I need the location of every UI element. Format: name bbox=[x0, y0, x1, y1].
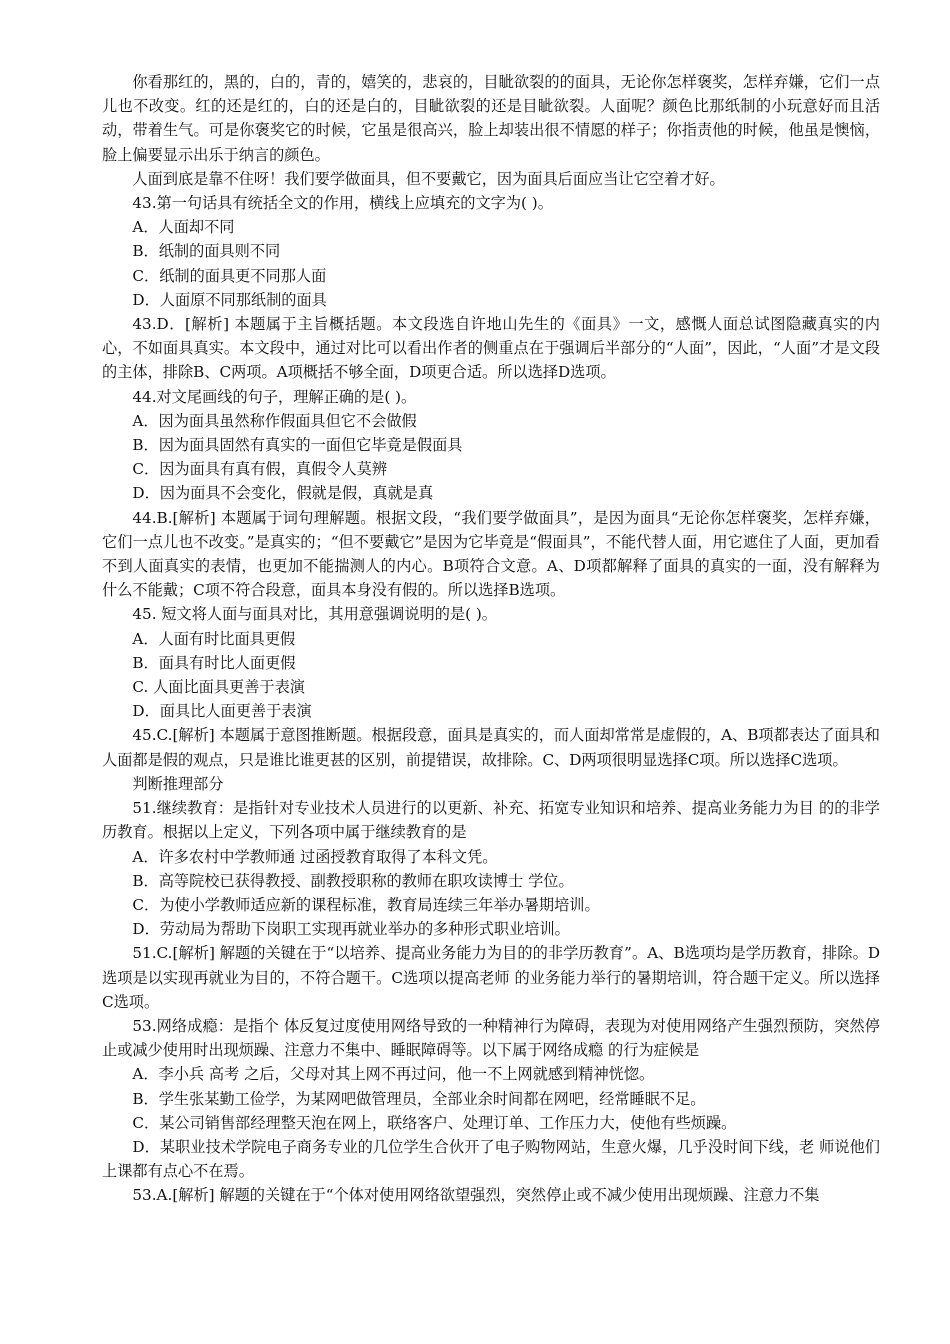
paragraph: 45.C.[解析] 本题属于意图推断题。根据段意，面具是真实的，而人面却常常是虚假的，A、B项都表达了面具和人面都是假的观点，只是谁比谁更甚的区别，前提错误，故排除。C、D两项很明显选择C项。所以选择C选项。 bbox=[102, 726, 880, 769]
paragraph: B．纸制的面具则不同 bbox=[132, 242, 281, 261]
paragraph: 53.网络成瘾：是指个 体反复过度使用网络导致的一种精神行为障碍，表现为对使用网络产生强烈预防，突然停止或减少使用时出现烦躁、注意力不集中、睡眠障碍等。以下属于网络成瘾 的行为症候是 bbox=[102, 1016, 880, 1060]
paragraph: 43.D．[解析] 本题属于主旨概括题。本文段选自许地山先生的《面具》一文，感慨人面总试图隐藏真实的内心，不如面具真实。本文段中，通过对比可以看出作者的侧重点在于强调后半部分的“人面”，因此，“人面”才是文段的主体，排除B、C两项。A项概括不够全面，D项更合适。所以选择D选项。 bbox=[102, 315, 880, 382]
paragraph: 44.对文尾画线的句子，理解正确的是( )。 bbox=[132, 387, 417, 406]
paragraph: 44.B.[解析] 本题属于词句理解题。根据文段，“我们要学做面具”，是因为面具“无论你怎样褒奖，怎样弃嫌，它们一点儿也不改变。”是真实的；“但不要戴它”是因为它毕竟是“假面具”，不能代替人面，用它遮住了人面，更加看不到人面真实的表情，也更加不能揣测人的内心。B项符合文意。A、D项都解释了面具的真实的一面，没有解释为什么不能戴；C项不符合段意，面具本身没有假的。所以选择B选项。 bbox=[102, 508, 880, 600]
paragraph: A．因为面具虽然称作假面具但它不会做假 bbox=[132, 411, 417, 430]
paragraph: C．因为面具有真有假，真假令人莫辨 bbox=[132, 460, 388, 479]
paragraph: 51.C.[解析] 解题的关键在于“以培养、提高业务能力为目的的非学历教育”。A、B选项均是学历教育，排除。D选项是以实现再就业为目的，不符合题干。C选项以提高老师 的业务能力举行的暑期培训，符合题干定义。所以选择C选项。 bbox=[102, 944, 880, 1011]
document-body bbox=[102, 70, 880, 1208]
paragraph: B．因为面具固然有真实的一面但它毕竟是假面具 bbox=[132, 436, 463, 455]
paragraph: C．为使小学教师适应新的课程标准，教育局连续三年举办暑期培训。 bbox=[132, 895, 600, 914]
paragraph: 51.继续教育：是指针对专业技术人员进行的以更新、补充、拓宽专业知识和培养、提高业务能力为目 的的非学历教育。根据以上定义，下列各项中属于继续教育的是 bbox=[102, 799, 880, 842]
paragraph: C. 人面比面具更善于表演 bbox=[132, 678, 305, 697]
paragraph: 45. 短文将人面与面具对比，其用意强调说明的是( )。 bbox=[132, 605, 497, 624]
paragraph: D．因为面具不会变化，假就是假，真就是真 bbox=[132, 484, 434, 503]
paragraph: D．面具比人面更善于表演 bbox=[132, 702, 312, 721]
paragraph: 你看那红的，黑的，白的，青的，嬉笑的，悲哀的，目眦欲裂的的面具，无论你怎样褒奖，怎样弃嫌，它们一点儿也不改变。红的还是红的，白的还是白的，目眦欲裂的还是目眦欲裂。人面呢？颜色比那纸制的小玩意好而且活动，带着生气。可是你褒奖它的时候，它虽是很高兴，脸上却装出很不情愿的样子；你指责他的时候，他虽是懊恼，脸上偏要显示出乐于纳言的颜色。 bbox=[102, 73, 880, 164]
paragraph: B．面具有时比人面更假 bbox=[132, 653, 296, 672]
paragraph: C．某公司销售部经理整天泡在网上，联络客户、处理订单、工作压力大，使他有些烦躁。 bbox=[132, 1113, 737, 1132]
paragraph: D．劳动局为帮助下岗职工实现再就业举办的多种形式职业培训。 bbox=[132, 920, 570, 939]
paragraph: 53.A.[解析] 解题的关键在于“个体对使用网络欲望强烈，突然停止或不减少使用出现烦躁、注意力不集 bbox=[132, 1186, 820, 1205]
paragraph: 人面到底是靠不住呀！我们要学做面具，但不要戴它，因为面具后面应当让它空着才好。 bbox=[132, 169, 725, 188]
paragraph: A．李小兵 高考 之后，父母对其上网不再过问，他一不上网就感到精神恍惚。 bbox=[132, 1065, 655, 1084]
paragraph: B．高等院校已获得教授、副教授职称的教师在职攻读博士 学位。 bbox=[132, 871, 574, 890]
paragraph: 判断推理部分 bbox=[132, 774, 224, 793]
paragraph: A．许多农村中学教师通 过函授教育取得了本科文凭。 bbox=[132, 847, 498, 866]
paragraph: 43.第一句话具有统括全文的作用，横线上应填充的文字为( )。 bbox=[132, 194, 553, 213]
paragraph: A．人面却不同 bbox=[132, 218, 235, 237]
paragraph: D．某职业技术学院电子商务专业的几位学生合伙开了电子购物网站，生意火爆，几乎没时间下线，老 师说他们上课都有点心不在焉。 bbox=[102, 1137, 880, 1181]
paragraph: C．纸制的面具更不同那人面 bbox=[132, 266, 327, 285]
paragraph: B．学生张某勤工俭学，为某网吧做管理员，全部业余时间都在网吧，经常睡眠不足。 bbox=[132, 1089, 706, 1108]
paragraph: A．人面有时比面具更假 bbox=[132, 629, 296, 648]
paragraph: D．人面原不同那纸制的面具 bbox=[132, 290, 327, 309]
